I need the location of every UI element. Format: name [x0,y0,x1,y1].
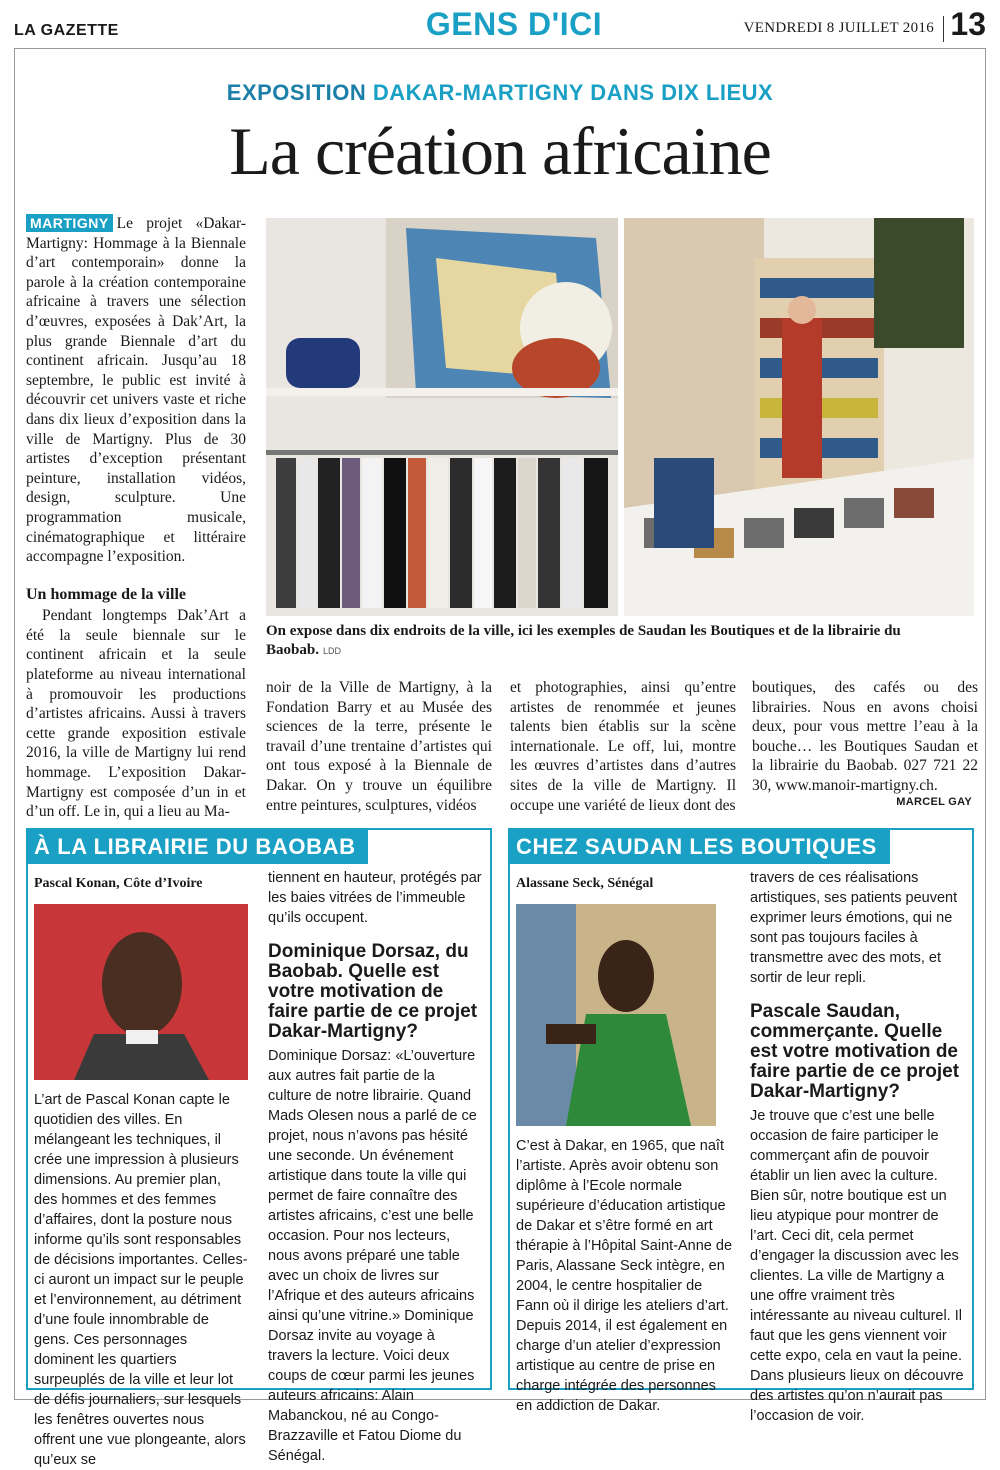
artist-name: Pascal Konan, Côte d’Ivoire [34,876,203,891]
saudan-box [508,828,974,1424]
interview-answer: Je trouve que c’est une belle occasion de faire participer le commerçant afin de pouvoir établir un lien avec la culture. Bien sûr, notre boutique est un lieu atypique pour montrer de l’art. Ceci dit, cela permet d’engager la discussion avec les clientes. La ville de Martigny a une offre vraiment très intéressante au niveau culturel. Il faut que les gens viennent voir cette expo, cela en vaut la peine. Dans plusieurs lieux on découvre des artistes qu’on n’aurait pas l’occasion de voir. [750,1108,964,1424]
photo-caption [266,622,974,661]
box-column-left [34,874,248,1470]
article-headline: La création africaine [229,113,771,189]
article-column-2: noir de la Ville de Martigny, à la Fondation Barry et au Musée des sciences de la terre, présente le travail d’une trentaine d’artistes qui ont tous exposé à la Biennale de Dakar. On y trouve un équilibre entre peintures, sculptures, vidéos [266,679,492,814]
page-number: 13 [950,6,986,42]
box-title: À LA LIBRAIRIE DU BAOBAB [28,830,368,864]
divider [943,16,944,42]
baobab-box [26,828,492,1468]
author-signature: MARCEL GAY [896,796,972,808]
photo-credit: LDD [322,646,341,656]
artist-portrait [516,904,716,1126]
artist-bio: L’art de Pascal Konan capte le quotidien des villes. En mélangeant les techniques, il crée une impression à plusieurs dimensions. Au premier plan, des hommes et des femmes d’affaires, dont la posture nous informe qu’ils sont responsables de décisions importantes. Celles-ci auront un impact sur le peuple et l’environnement, au détriment d’une foule innombrable de gens. Ces personnages dominent les quartiers surpeuplés de la ville et leur lot de défis journaliers, sur lesquels les fenêtres ouvertes nous offrent une vue plongeante, alors qu’eux se [34,1092,248,1468]
artist-name: Alassane Seck, Sénégal [516,876,654,891]
artist-bio: C’est à Dakar, en 1965, que naît l’artiste. Après avoir obtenu son diplôme à l’Ecole normale supérieure d’éducation artistique de Dakar et s’être formé en art thérapie à l’Hôpital Saint-Anne de Paris, Alassane Seck intègre, en 2004, le centre hospitalier de Fann où il dirige les ateliers d’art. Depuis 2014, il est également en charge d’un atelier d’expression artistique au centre de prise en charge intégrée des personnes en addiction de Dakar. [516,1138,733,1414]
interview-answer: Dominique Dorsaz: «L’ouverture aux autres fait partie de la culture de notre librairie. Quand Mads Olesen nous a parlé de ce projet, nous n’avons pas hésité une seconde. Un événement artistique dans toute la ville qui permet de faire connaître des artistes africains, c’est une belle occasion. Pour nos lecteurs, nous avons préparé une table avec un choix de livres sur l’Afrique et des auteurs africains ainsi qu’une vitrine.» Dominique Dorsaz invite au voyage à travers la lecture. Voici deux coups de cœur parmi les jeunes auteurs africains: Alain Mabanckou, né au Congo-Brazzaville et Fatou Diome du Sénégal. [268,1048,477,1464]
boutique-photo [266,218,618,616]
masthead [14,6,986,46]
interview-question: Pascale Saudan, commerçante. Quelle est votre motivation de faire partie de ce projet Dakar-Martigny? [750,1001,960,1102]
intro-paragraph [26,214,246,567]
artist-bio-continued: travers de ces réalisations artistiques, ses patients peuvent exprimer leurs émotions, qui ne sont pas toujours faciles à transmettre avec des mots, et sortir de leur repli. [750,870,958,986]
newspaper-name: LA GAZETTE [14,22,119,39]
box-column-right [268,868,482,1466]
bookstore-photo [624,218,974,616]
box-title: CHEZ SAUDAN LES BOUTIQUES [510,830,890,864]
artist-bio-continued: tiennent en hauteur, protégés par les baies vitrées de l’immeuble qu’ils occupent. [268,870,482,926]
kicker-rest: DAKAR-MARTIGNY DANS DIX LIEUX [372,80,774,105]
artist-portrait-illustration [34,904,248,1080]
article-column-3: et photographies, ainsi qu’entre artistes de renommée et jeunes talents bien établis sur la scène internationale. Le off, lui, montre les œuvres d’artistes dans d’autres sites de la ville de Martigny. Il occupe une variété de lieux dont des [510,679,736,814]
article-column-1 [26,214,246,822]
kicker-lead: EXPOSITION [226,80,367,105]
bookstore-photo-illustration [624,218,974,616]
boutique-photo-illustration [266,218,618,616]
location-tag: MARTIGNY [26,214,113,232]
body-paragraph: Pendant longtemps Dak’Art a été la seule biennale sur le continent africain et la seule plateforme au niveau international à promouvoir les productions d’artistes africains. Aussi à travers cette grande exposition estivale 2016, la ville de Martigny lui rend hommage. L’exposition Dakar-Martigny est composée d’un in et d’un off. Le in, qui a lieu au Ma- [26,607,246,821]
issue-date: VENDREDI 8 JUILLET 2016 [743,20,934,36]
artist-portrait [34,904,248,1080]
article-kicker [0,80,1000,106]
interview-question: Dominique Dorsaz, du Baobab. Quelle est votre motivation de faire partie de ce projet Dakar-Martigny? [268,941,478,1042]
article-column-4: boutiques, des cafés ou des librairies. Nous en avons choisi deux, pour vous mettre l’eau à la bouche… les Boutiques Saudan et la librairie du Baobab. 027 721 22 30, www.manoir-martigny.ch. [752,679,978,794]
box-column-right [750,868,964,1426]
box-column-left [516,874,734,1416]
caption-text: On expose dans dix endroits de la ville, ici les exemples de Saudan les Boutiques et de la librairie du Baobab. [266,623,901,658]
artist-portrait-illustration [516,904,716,1126]
article-subhead: Un hommage de la ville [26,585,186,603]
intro-text: Le projet «Dakar-Martigny: Hommage à la Biennale d’art contemporain» donne la parole à la création contemporaine africaine à travers une sélection d’œuvres, exposées à Dak’Art, la plus grande Biennale d’art du continent africain. Jusqu’au 18 septembre, le public est invité à découvrir cet univers vaste et riche dans dix lieux d’exposition dans la ville de Martigny. Plus de 30 artistes d’exception présentant peinture, installation vidéos, design, sculpture. Une programmation musicale, cinématographique et littéraire accompagne l’exposition. [26,215,246,566]
section-title: GENS D'ICI [425,6,603,42]
